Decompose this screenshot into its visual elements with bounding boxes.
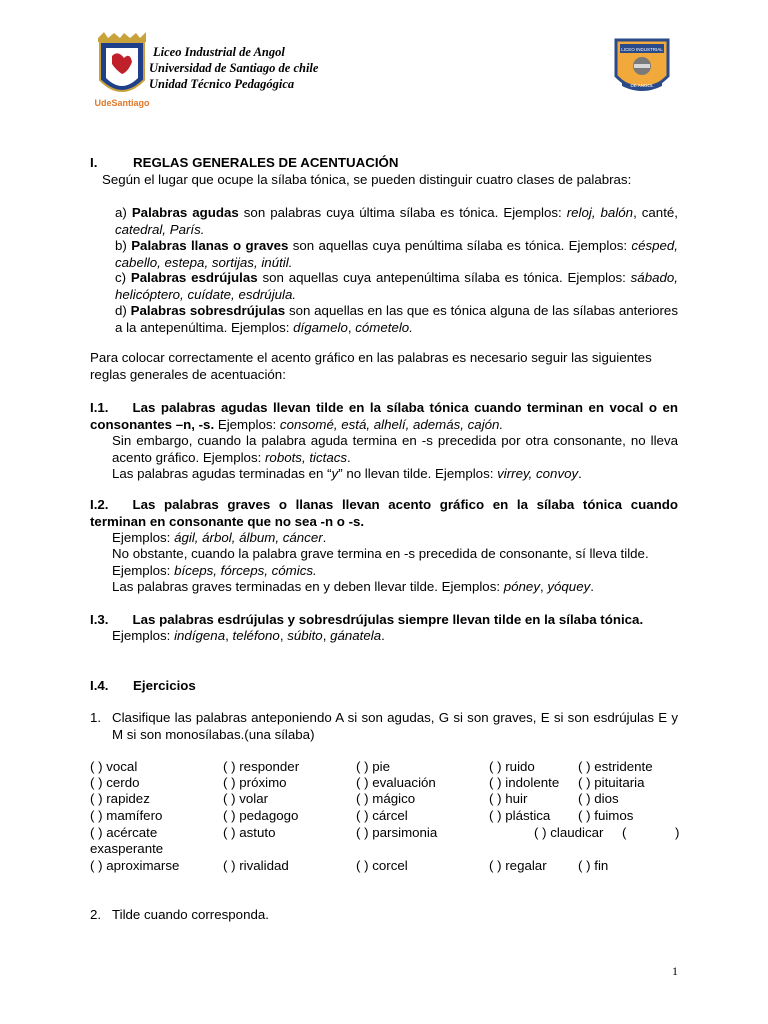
rule-1-y-rule: [112, 466, 582, 483]
rule-3-dot: .: [381, 628, 385, 643]
rule-2-number: I.2.: [90, 497, 109, 512]
exercise-item[interactable]: ( ) rivalidad: [223, 858, 289, 873]
exercise-item[interactable]: ( ) pituitaria: [578, 775, 645, 790]
class-esdrujulas-examples: sábado, helicóptero, cuídate, esdrújula.: [115, 270, 678, 302]
rule-1-examples-label: Ejemplos:: [214, 416, 280, 432]
rule-3-comma2: ,: [279, 628, 288, 643]
exercise-1-instructions: Clasifique las palabras anteponiendo A si son agudas, G si son graves, E si son esdrújulas E y M si son monosílabas.(una sílaba): [112, 710, 678, 742]
exercise-item[interactable]: ( ) responder: [223, 759, 300, 774]
exercise-row: [90, 825, 690, 842]
rule-1-y-text2: ” no llevan tilde. Ejemplos:: [338, 466, 498, 481]
exercise-item-open-paren[interactable]: (: [622, 825, 627, 840]
rule-4-number: I.4.: [90, 678, 109, 693]
class-agudas: [115, 205, 678, 238]
rule-3-example1: indígena: [174, 628, 226, 643]
rule-2-y-comma: ,: [539, 579, 548, 594]
exercise-item[interactable]: ( ) mágico: [356, 791, 416, 806]
exercise-item[interactable]: ( ) huir: [489, 791, 528, 806]
rule-2-y-example2: yóquey: [547, 579, 591, 594]
exercise-item[interactable]: ( ) cerdo: [90, 775, 140, 790]
rule-1-y-examples: virrey, convoy: [497, 466, 579, 481]
class-graves-text: son aquellas cuya penúltima sílaba es tónica. Ejemplos:: [288, 238, 632, 253]
exercise-item[interactable]: ( ) regalar: [489, 858, 547, 873]
class-agudas-text: son palabras cuya última sílaba es tónica. Ejemplos:: [238, 205, 567, 220]
exercise-item[interactable]: ( ) parsimonia: [356, 825, 438, 840]
exercise-item[interactable]: ( ) pedagogo: [223, 808, 299, 823]
exercise-item[interactable]: ( ) plástica: [489, 808, 551, 823]
rule-2-title: Las palabras graves o llanas llevan acento gráfico en la sílaba tónica cuando terminan en consonante que no sea -n o -s.: [90, 497, 678, 529]
rule-1-exception: [112, 433, 678, 466]
rule-2-y-text: Las palabras graves terminadas en y deben llevar tilde. Ejemplos:: [112, 579, 504, 594]
exercise-item[interactable]: ( ) mamífero: [90, 808, 163, 823]
class-agudas-term: Palabras agudas: [131, 205, 239, 220]
rule-3-comma1: ,: [225, 628, 233, 643]
exercise-item: exasperante: [90, 841, 164, 856]
header-university: Universidad de Santiago de chile: [149, 61, 319, 75]
rule-3-comma3: ,: [322, 628, 331, 643]
rule-3-example3: súbito: [287, 628, 323, 643]
udesantiago-logo-text: UdeSantiago: [94, 98, 150, 108]
section-heading: [90, 155, 399, 172]
exercise-row: [90, 759, 690, 776]
class-sobresdrujulas-examples: dígamelo: [293, 319, 348, 335]
rule-1-exception-examples: robots, tictacs: [265, 449, 348, 465]
exercise-2-instructions: Tilde cuando corresponda.: [112, 907, 269, 922]
rule-2-exception: No obstante, cuando la palabra grave termina en -s precedida de consonante, sí lleva tilde.: [112, 546, 649, 561]
rule-2-examples: [112, 530, 326, 547]
exercise-row: [90, 791, 690, 808]
header-text: [149, 44, 318, 92]
rule-1-exception-dot: .: [347, 449, 351, 465]
rule-3-number: I.3.: [90, 612, 109, 627]
rule-3-example2: teléfono: [232, 628, 280, 643]
exercise-item[interactable]: ( ) estridente: [578, 759, 653, 774]
exercise-item[interactable]: ( ) fin: [578, 858, 609, 873]
class-graves-prefix: b): [115, 238, 132, 253]
rule-3-title: Las palabras esdrújulas y sobresdrújulas siempre llevan tilde en la sílaba tónica.: [132, 612, 644, 627]
rule-4-heading: [90, 678, 196, 695]
class-agudas-examples: reloj, balón: [566, 205, 634, 220]
exercise-row: [90, 808, 690, 825]
header-school: Liceo Industrial de Angol: [153, 45, 285, 59]
rule-2-heading: [90, 497, 678, 530]
crest-bottom-text: DE ANGOL: [630, 83, 654, 88]
rule-1-examples: consomé, está, alhelí, además, cajón.: [279, 416, 504, 432]
exercise-item[interactable]: ( ) rapidez: [90, 791, 150, 806]
rule-3-heading: [90, 612, 643, 629]
class-sobresdrujulas: [115, 303, 678, 336]
exercise-row: [90, 841, 690, 858]
section-number: I.: [90, 155, 98, 170]
rule-1-exception-text: Sin embargo, cuando la palabra aguda termina en -s precedida por otra consonante, no lleva acento gráfico. Ejemplos:: [112, 433, 678, 465]
exercise-row: [90, 775, 690, 792]
section-intro: Según el lugar que ocupe la sílaba tónica, se pueden distinguir cuatro clases de palabras:: [102, 172, 632, 187]
rule-2-y-rule: [112, 579, 594, 596]
class-graves-term: Palabras llanas o graves: [131, 238, 289, 253]
rule-2-examples-label: Ejemplos:: [112, 530, 175, 545]
crest-top-text: LICEO INDUSTRIAL: [621, 47, 663, 52]
school-logo: [94, 30, 150, 112]
rule-1-heading: [90, 400, 678, 433]
class-esdrujulas-text: son aquellas cuya antepenúltima sílaba es tónica. Ejemplos:: [257, 270, 631, 285]
exercise-item-close-paren: ): [675, 825, 680, 840]
liceo-crest-logo: [612, 36, 672, 102]
exercise-item[interactable]: ( ) fuimos: [578, 808, 634, 823]
exercise-row: [90, 858, 690, 875]
rule-1-y-letter: y: [331, 466, 339, 481]
rule-3-examples-label: Ejemplos:: [112, 628, 175, 643]
rule-2-examples-words: ágil, árbol, álbum, cáncer: [174, 530, 323, 545]
class-graves: [115, 238, 678, 271]
rule-2-exception-label: Ejemplos:: [112, 563, 175, 578]
class-agudas-rest: , canté,: [633, 205, 678, 220]
rule-2-y-dot: .: [590, 579, 594, 594]
exercise-item[interactable]: ( ) evaluación: [356, 775, 436, 790]
class-sobresdrujulas-examples2: cómetelo.: [355, 319, 413, 335]
page-number: 1: [672, 964, 678, 978]
rule-1-y-text: Las palabras agudas terminadas en “: [112, 466, 332, 481]
class-agudas-examples2: catedral, París.: [115, 221, 205, 237]
exercise-2-number: 2.: [90, 907, 102, 922]
rule-1-y-dot: .: [578, 466, 582, 481]
class-sobresdrujulas-text: son aquellas en las que es tónica alguna de las sílabas anteriores a la antepenúltima. Ejemplos:: [115, 303, 678, 335]
header-unit: Unidad Técnico Pedagógica: [149, 77, 295, 91]
rule-3-examples: [112, 628, 385, 645]
exercise-item[interactable]: ( ) claudicar: [534, 825, 604, 840]
class-agudas-prefix: a): [115, 205, 132, 220]
exercise-item[interactable]: ( ) acércate: [90, 825, 158, 840]
exercise-item[interactable]: ( ) cárcel: [356, 808, 408, 823]
exercise-item[interactable]: ( ) volar: [223, 791, 269, 806]
exercise-item[interactable]: ( ) aproximarse: [90, 858, 180, 873]
class-sobresdrujulas-term: Palabras sobresdrújulas: [130, 303, 286, 318]
rule-2-y-example1: póney: [503, 579, 540, 594]
exercise-item[interactable]: ( ) indolente: [489, 775, 560, 790]
exercise-item[interactable]: ( ) próximo: [223, 775, 287, 790]
class-sobresdrujulas-rest: ,: [347, 319, 356, 335]
rule-2-exception-words: bíceps, fórceps, cómics.: [174, 563, 317, 578]
class-esdrujulas-prefix: c): [115, 270, 131, 285]
exercise-item[interactable]: ( ) vocal: [90, 759, 138, 774]
exercise-item[interactable]: ( ) dios: [578, 791, 619, 806]
section-title: REGLAS GENERALES DE ACENTUACIÓN: [133, 155, 399, 170]
class-esdrujulas: [115, 270, 678, 303]
exercise-item[interactable]: ( ) astuto: [223, 825, 276, 840]
class-sobresdrujulas-prefix: d): [115, 303, 131, 318]
class-esdrujulas-term: Palabras esdrújulas: [130, 270, 258, 285]
rule-1-number: I.1.: [90, 400, 109, 415]
class-graves-examples: césped, cabello, estepa, sortijas, inútil.: [115, 238, 678, 270]
rule-1-title: Las palabras agudas llevan tilde en la sílaba tónica cuando terminan en vocal o en consonantes –n, -s.: [90, 400, 678, 432]
rule-2-examples-dot: .: [322, 530, 327, 545]
rules-intro: Para colocar correctamente el acento gráfico en las palabras es necesario seguir las siguientes reglas generales de acentuación:: [90, 350, 652, 382]
rule-3-example4: gánatela: [330, 628, 382, 643]
exercise-item[interactable]: ( ) corcel: [356, 858, 408, 873]
exercise-item[interactable]: ( ) pie: [356, 759, 390, 774]
rule-2-exception-examples: [112, 563, 317, 580]
exercise-item[interactable]: ( ) ruido: [489, 759, 535, 774]
rule-4-title: Ejercicios: [133, 678, 196, 693]
exercise-1-number: 1.: [90, 710, 102, 725]
